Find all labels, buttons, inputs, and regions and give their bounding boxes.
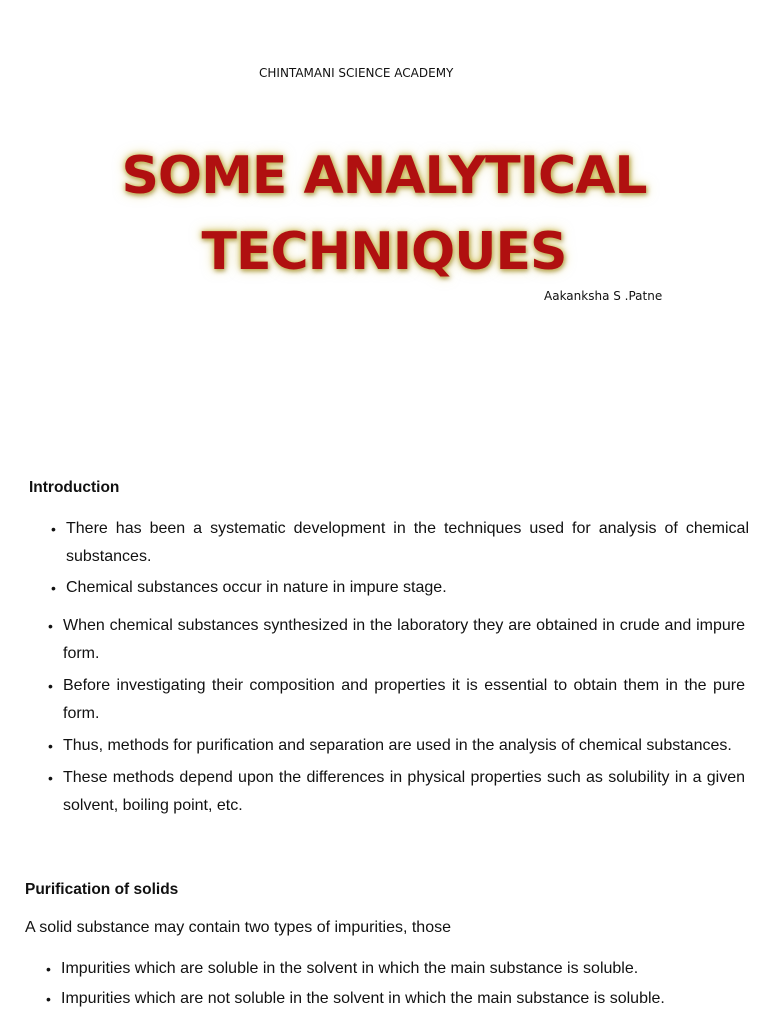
- author-name: Aakanksha S .Patne: [544, 289, 663, 303]
- list-item: • There has been a systematic development in the techniques used for analysis of chemical substances.: [66, 515, 749, 571]
- document-title-line-2: TECHNIQUES: [201, 222, 567, 282]
- document-title-line-1: SOME ANALYTICAL: [121, 146, 647, 206]
- list-item: • Before investigating their composition and properties it is essential to obtain them in the pure form.: [63, 672, 745, 728]
- list-item: • These methods depend upon the differences in physical properties such as solubility in a given solvent, boiling point, etc.: [63, 764, 745, 820]
- purification-intro-text: A solid substance may contain two types of impurities, those: [25, 919, 451, 936]
- list-item: • Impurities which are not soluble in the solvent in which the main substance is soluble.: [61, 985, 751, 1013]
- list-item: • Chemical substances occur in nature in impure stage.: [66, 574, 749, 602]
- academy-name: CHINTAMANI SCIENCE ACADEMY: [259, 66, 454, 80]
- list-item: • When chemical substances synthesized in the laboratory they are obtained in crude and impure form.: [63, 612, 745, 668]
- purification-heading: Purification of solids: [25, 881, 179, 898]
- list-item: • Thus, methods for purification and separation are used in the analysis of chemical substances.: [63, 732, 745, 760]
- list-item: • Impurities which are soluble in the solvent in which the main substance is soluble.: [61, 955, 751, 983]
- introduction-bullet-list-1: [66, 515, 749, 605]
- introduction-heading: Introduction: [29, 479, 120, 496]
- introduction-bullet-list-2: [63, 612, 745, 824]
- purification-bullet-list: [61, 955, 751, 1015]
